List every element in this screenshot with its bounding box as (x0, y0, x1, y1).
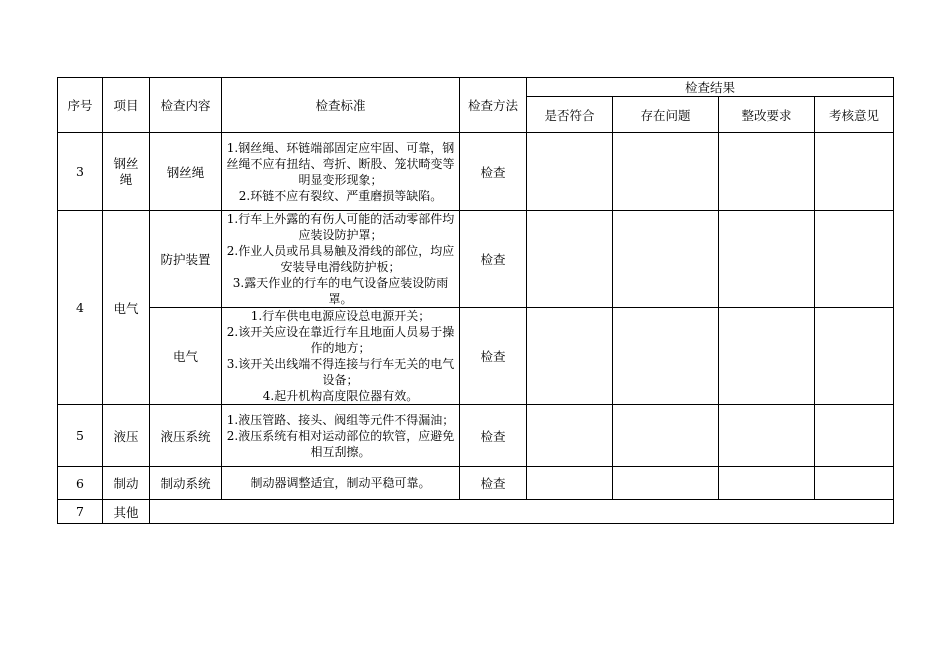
standard-line: 1.行车上外露的有伤人可能的活动零部件均应装设防护罩； (226, 212, 455, 242)
row-content: 液压系统 (150, 405, 222, 467)
row-method: 检查 (460, 467, 527, 500)
standard-line: 1.钢丝绳、环链端部固定应牢固、可靠，钢丝绳不应有扭结、弯折、断股、笼状畸变等明显变形现象； (226, 140, 455, 187)
table-row (58, 467, 894, 500)
table-row (58, 211, 894, 308)
result-conform-cell (527, 308, 613, 405)
other-content-cell (150, 500, 894, 524)
result-problems-cell (613, 308, 719, 405)
standard-line: 2.作业人员或吊具易触及滑线的部位，均应安装导电滑线防护板； (226, 244, 455, 274)
row-item: 液压 (103, 405, 150, 467)
result-rectification-cell (719, 133, 815, 211)
result-problems-cell (613, 467, 719, 500)
header-item: 项目 (103, 78, 150, 133)
standard-line: 1.行车供电电源应设总电源开关； (250, 309, 431, 323)
row-item: 制动 (103, 467, 150, 500)
standard-line: 制动器调整适宜，制动平稳可靠。 (250, 476, 431, 490)
row-content: 钢丝绳 (150, 133, 222, 211)
row-standard (222, 211, 460, 308)
table-row (58, 133, 894, 211)
result-assessment-cell (815, 133, 894, 211)
row-content: 制动系统 (150, 467, 222, 500)
result-conform-cell (527, 211, 613, 308)
result-problems-cell (613, 405, 719, 467)
row-seq: 3 (58, 133, 103, 211)
row-content: 防护装置 (150, 211, 222, 308)
result-problems-cell (613, 211, 719, 308)
result-assessment-cell (815, 308, 894, 405)
header-rectification: 整改要求 (719, 97, 815, 133)
header-conform: 是否符合 (527, 97, 613, 133)
standard-line: 1.液压管路、接头、阀组等元件不得漏油； (226, 412, 455, 427)
row-method: 检查 (460, 211, 527, 308)
result-rectification-cell (719, 211, 815, 308)
row-seq: 4 (58, 211, 103, 405)
row-item (103, 133, 150, 211)
standard-line: 2.液压系统有相对运动部位的软管，应避免相互刮擦。 (226, 428, 455, 459)
row-method: 检查 (460, 405, 527, 467)
header-problems: 存在问题 (613, 97, 719, 133)
result-rectification-cell (719, 308, 815, 405)
row-seq: 5 (58, 405, 103, 467)
row-method: 检查 (460, 133, 527, 211)
result-conform-cell (527, 405, 613, 467)
header-content: 检查内容 (150, 78, 222, 133)
row-method: 检查 (460, 308, 527, 405)
standard-line: 3.该开关出线端不得连接与行车无关的电气设备； (226, 357, 455, 387)
row-standard (222, 308, 460, 405)
header-result-group: 检查结果 (527, 78, 894, 97)
row-standard (222, 467, 460, 500)
row-seq: 6 (58, 467, 103, 500)
result-assessment-cell (815, 467, 894, 500)
result-conform-cell (527, 133, 613, 211)
row-item-label: 钢丝绳 (113, 155, 139, 187)
result-assessment-cell (815, 405, 894, 467)
row-standard (222, 133, 460, 211)
result-rectification-cell (719, 467, 815, 500)
standard-line: 3.露天作业的行车的电气设备应装设防雨罩。 (232, 276, 449, 306)
result-problems-cell (613, 133, 719, 211)
standard-line: 2.环链不应有裂纹、严重磨损等缺陷。 (238, 188, 443, 203)
row-item: 电气 (103, 211, 150, 405)
row-item: 其他 (103, 500, 150, 524)
result-assessment-cell (815, 211, 894, 308)
table-row (58, 500, 894, 524)
row-standard (222, 405, 460, 467)
standard-line: 2.该开关应设在靠近行车且地面人员易于操作的地方； (226, 325, 455, 355)
header-method: 检查方法 (460, 78, 527, 133)
row-content: 电气 (150, 308, 222, 405)
header-seq: 序号 (58, 78, 103, 133)
table-row (58, 405, 894, 467)
header-standard: 检查标准 (222, 78, 460, 133)
standard-line: 4.起升机构高度限位器有效。 (262, 389, 419, 403)
table-row (58, 308, 894, 405)
result-conform-cell (527, 467, 613, 500)
row-seq: 7 (58, 500, 103, 524)
result-rectification-cell (719, 405, 815, 467)
header-assessment: 考核意见 (815, 97, 894, 133)
inspection-table (57, 77, 894, 524)
